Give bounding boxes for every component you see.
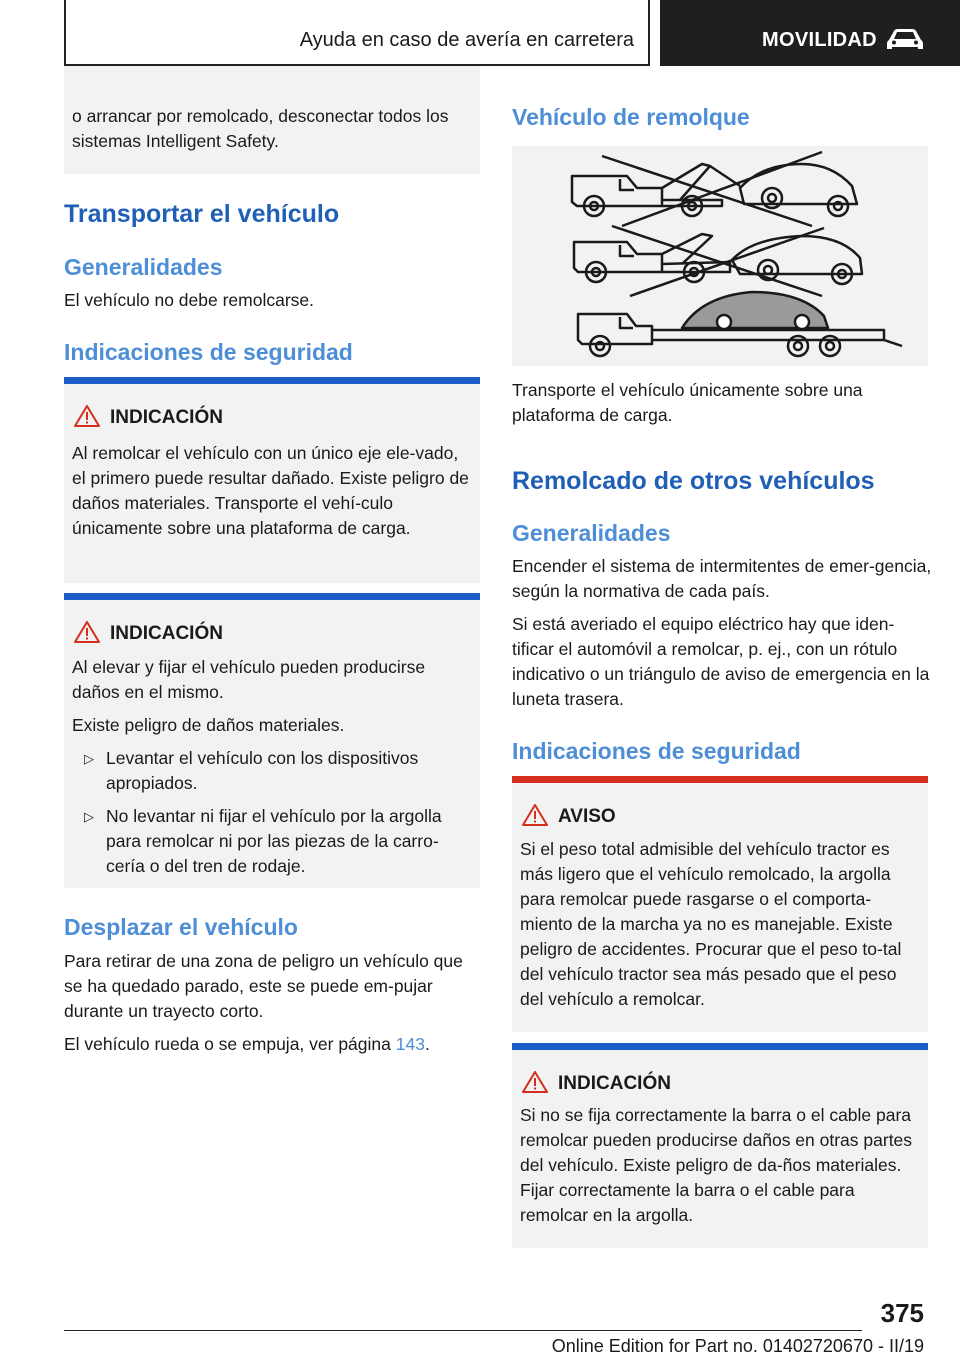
text-general-1: Encender el sistema de intermitentes de emer-gencia, según la normativa de cada país. xyxy=(512,556,932,601)
text-general-2: Si está averiado el equipo eléctrico hay que iden-tificar el automóvil a remolcar, p. ej., con un rótulo indicativo o un triángulo de aviso de emergencia en la luneta trasera. xyxy=(512,614,930,709)
note-text: Al remolcar el vehículo con un único eje ele-vado, el primero puede resultar dañado. Existe peligro de daños materiales. Transporte el vehí-culo únicamente sobre una plataforma de carga. xyxy=(72,443,469,538)
warning-triangle-icon xyxy=(74,621,100,643)
text-general: El vehículo no debe remolcarse. xyxy=(64,290,314,310)
bullet-triangle-icon: ▷ xyxy=(84,809,94,824)
note-label: INDICACIÓN xyxy=(110,407,223,428)
note-bar xyxy=(512,1043,928,1050)
heading-transport-vehicle: Transportar el vehículo xyxy=(64,200,340,228)
note-bar xyxy=(64,593,480,600)
note-label: INDICACIÓN xyxy=(110,623,223,644)
list-item xyxy=(72,804,474,879)
page-header xyxy=(0,0,960,66)
heading-general: Generalidades xyxy=(512,520,671,546)
page-number: 375 xyxy=(880,1298,924,1328)
warning-triangle-icon xyxy=(522,1071,548,1093)
text-move-1: Para retirar de una zona de peligro un vehículo que se ha quedado parado, este se puede em-pujar durante un trayecto corto. xyxy=(64,951,463,1021)
text-move-2-post: . xyxy=(424,1034,430,1054)
warning-triangle-icon xyxy=(74,405,100,427)
warning-text: Si el peso total admisible del vehículo tractor es más ligero que el vehículo remolcado, la argolla para remolcar puede rasgarse o el comporta-miento de la marcha ya no es manejable. Existe peligro de accidentes. Procurar que el peso to-tal del vehículo tractor sea más pesado que el peso del vehículo a remolcar. xyxy=(520,839,902,1009)
heading-general: Generalidades xyxy=(64,254,223,280)
text-move-2 xyxy=(64,1032,480,1057)
heading-tow-vehicle: Vehículo de remolque xyxy=(512,104,750,130)
note-label: INDICACIÓN xyxy=(558,1073,671,1094)
heading-safety: Indicaciones de seguridad xyxy=(512,738,801,764)
continued-warning-box xyxy=(64,66,480,174)
heading-move-vehicle: Desplazar el vehículo xyxy=(64,914,298,940)
text-move-2-pre: El vehículo rueda o se empuja, ver página xyxy=(64,1034,396,1054)
chapter-header-box xyxy=(64,0,650,66)
section-title: MOVILIDAD xyxy=(762,29,877,51)
note-body xyxy=(72,655,474,887)
heading-safety: Indicaciones de seguridad xyxy=(64,339,353,365)
note-bar xyxy=(64,377,480,384)
warning-bar xyxy=(512,776,928,783)
list-item xyxy=(72,746,474,796)
chapter-title: Ayuda en caso de avería en carretera xyxy=(299,29,634,51)
warning-triangle-icon xyxy=(522,804,548,826)
list-item-text: Levantar el vehículo con los dispositivos apropiados. xyxy=(106,748,419,793)
list-item-text: No levantar ni fijar el vehículo por la argolla para remolcar ni por las piezas de la carro-cería o del tren de rodaje. xyxy=(106,806,442,876)
note-box-2 xyxy=(64,593,480,888)
note-text: Existe peligro de daños materiales. xyxy=(72,715,345,735)
section-header-box xyxy=(660,0,960,66)
tow-truck-illustration xyxy=(512,146,928,366)
image-caption: Transporte el vehículo únicamente sobre una plataforma de carga. xyxy=(512,380,863,425)
note-box-1 xyxy=(64,377,480,583)
note-box-3 xyxy=(512,1043,928,1248)
warning-box xyxy=(512,776,928,1032)
edition-info: Online Edition for Part no. 01402720670 - II/19 xyxy=(551,1336,924,1356)
bullet-triangle-icon: ▷ xyxy=(84,751,94,766)
note-text: Al elevar y fijar el vehículo pueden producirse daños en el mismo. xyxy=(72,657,426,702)
heading-towing-others: Remolcado de otros vehículos xyxy=(512,467,875,495)
car-icon xyxy=(885,27,925,53)
footer-divider xyxy=(64,1330,862,1331)
note-text: Si no se fija correctamente la barra o el cable para remolcar pueden producirse daños en otras partes del vehículo. Existe peligro de da-ños materiales. Fijar correctamente la barra o el cable para remolcar en la argolla. xyxy=(520,1105,913,1225)
page-link[interactable]: 143 xyxy=(395,1034,425,1054)
warning-label: AVISO xyxy=(558,806,616,827)
tow-transport-diagram xyxy=(512,146,928,366)
continued-text: o arrancar por remolcado, desconectar todos los sistemas Intelligent Safety. xyxy=(72,106,449,151)
